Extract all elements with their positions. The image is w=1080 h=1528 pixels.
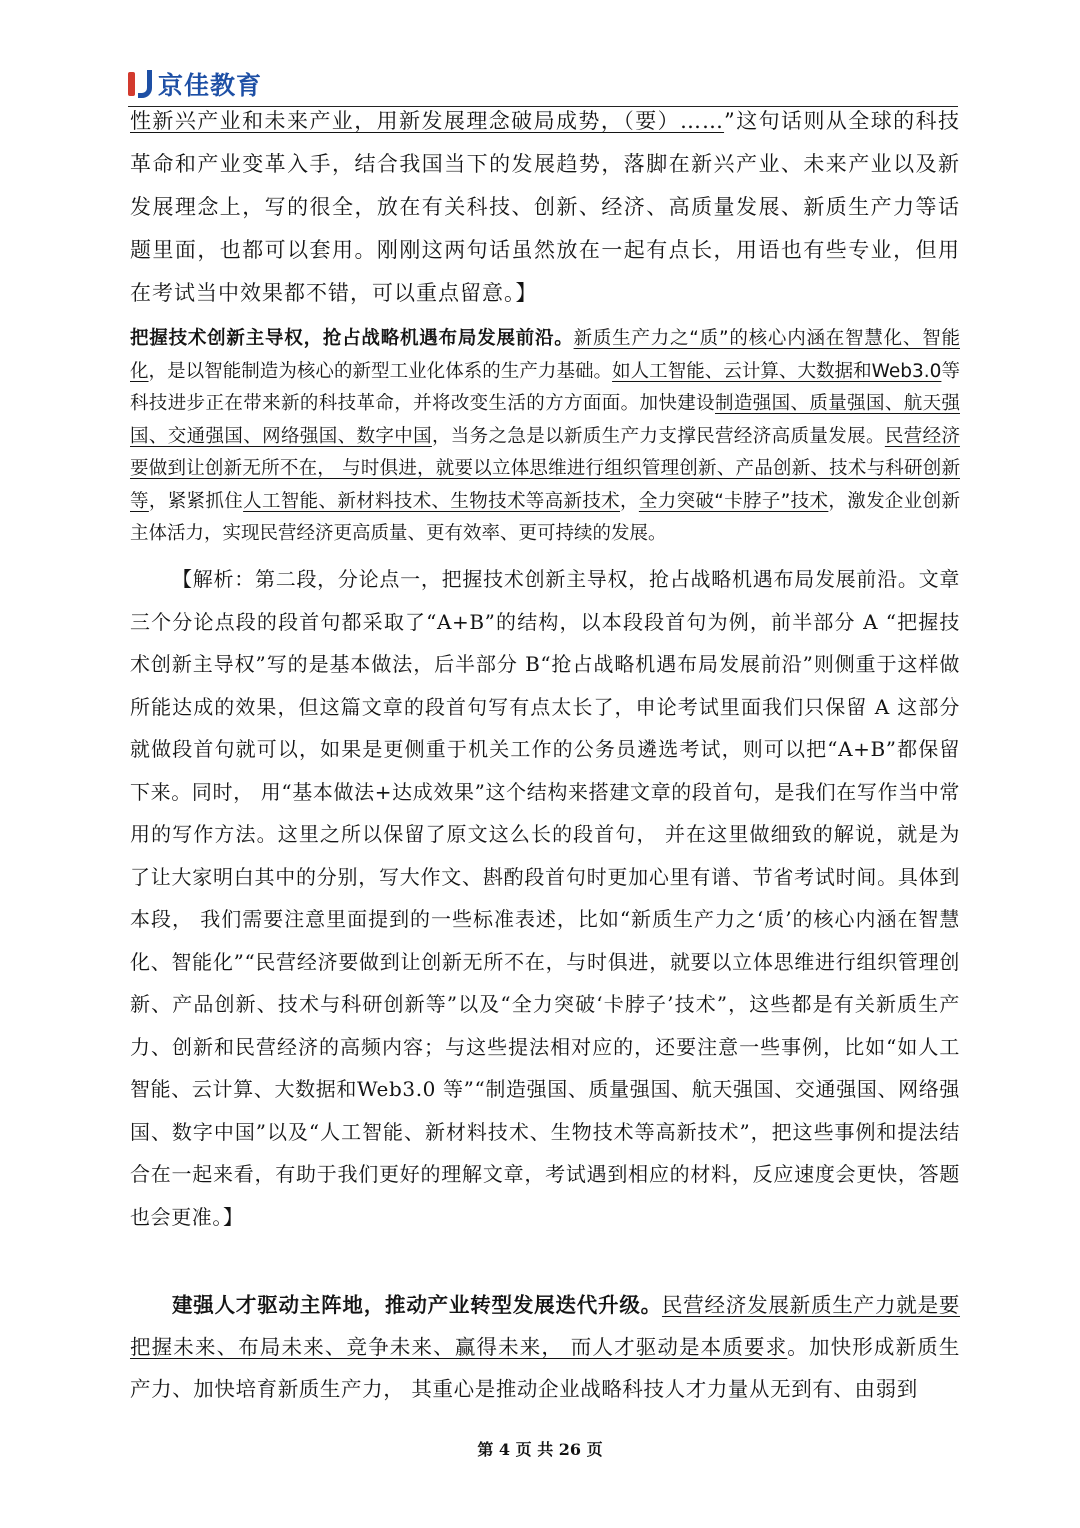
underlined-phrase: 新质生产力之“质”的核心内涵在智慧化、智能化 xyxy=(130,328,960,382)
paragraph-text: ，是以智能制造为核心的新型工业化体系的生产力基础。 xyxy=(148,360,613,382)
paragraph-text: ，当务之急是以新质生产力支撑民营经济高质量发展。 xyxy=(431,425,885,447)
paragraph-analysis-end xyxy=(130,100,960,315)
underlined-phrase: 性新兴产业和未来产业，用新发展理念破局成势，（要）…… xyxy=(130,109,725,133)
paragraph-text: ，紧紧抓住 xyxy=(148,490,244,512)
underlined-phrase: 民营经济要做到让创新无所不在， 与时俱进，就要以立体思维进行组织管理创新、产品创新、技术与科研创新等 xyxy=(130,425,960,512)
paragraph-analysis xyxy=(130,558,960,1238)
brand-logo xyxy=(128,66,262,102)
underlined-phrase: 民营经济发展新质生产力就是要把握未来、布局未来、竞争未来、赢得未来， 而人才驱动是本质要求 xyxy=(130,1293,960,1359)
paragraph-lead-sentence: 建强人才驱动主阵地，推动产业转型发展迭代升级。 xyxy=(172,1293,662,1317)
paragraph-text: ， xyxy=(620,490,639,512)
paragraph-text: ”这句话则从全球的科技革命和产业变革入手，结合我国当下的发展趋势，落脚在新兴产业、未来产业以及新发展理念上，写的很全，放在有关科技、创新、经济、高质量发展、新质生产力等话题里面，也都可以套用。刚刚这两句话虽然放在一起有点长，用语也有些专业，但用在考试当中效果都不错，可以重点留意。】 xyxy=(130,109,960,305)
paragraph-text: ，激发企业创新主体活力，实现民营经济更高质量、更有效率、更可持续的发展。 xyxy=(130,490,960,544)
underlined-phrase: 如人工智能、云计算、大数据和Web3.0 xyxy=(612,360,942,382)
jingjia-logo-icon xyxy=(128,70,154,98)
logo-text: 京佳教育 xyxy=(158,71,263,100)
underlined-phrase: 人工智能、新材料技术、生物技术等高新技术 xyxy=(243,490,621,512)
underlined-phrase: 制造强国、质量强国、航天强国、交通强国、网络强国、数字中国 xyxy=(130,393,960,447)
paragraph-text: 【解析：第二段，分论点一，把握技术创新主导权，抢占战略机遇布局发展前沿。文章三个分论点段的段首句都采取了“A+B”的结构，以本段段首句为例，前半部分 A “把握技术创新主导权”写的是基本做法，后半部分 B“抢占战略机遇布局发展前沿”则侧重于这样做所能达成的效果，但这篇文章的段首句写有点太长了，申论考试里面我们只保留 A 这部分就做段首句就可以，如果是更侧重于机关工作的公务员遴选考试，则可以把“A+B”都保留下来。同时， 用“基本做法+达成效果”这个结构来搭建文章的段首句，是我们在写作当中常用的写作方法。这里之所以保留了原文这么长的段首句， 并在这里做细致的解说，就是为了让大家明白其中的分别，写大作文、斟酌段首句时更加心里有谱、节省考试时间。具体到本段， 我们需要注意里面提到的一些标准表述，比如“新质生产力之‘质’的核心内涵在智慧化、智能化”“民营经济要做到让创新无所不在，与时俱进，就要以立体思维进行组织管理创新、产品创新、技术与科研创新等”以及“全力突破‘卡脖子’技术”，这些都是有关新质生产力、创新和民营经济的高频内容；与这些提法相对应的，还要注意一些事例，比如“如人工智能、云计算、大数据和Web3.0 等”“制造强国、质量强国、航天强国、交通强国、网络强国、数字中国”以及“人工智能、新材料技术、生物技术等高新技术”，把这些事例和提法结合在一起来看，有助于我们更好的理解文章，考试遇到相应的材料，反应速度会更快，答题也会更准。】 xyxy=(130,567,960,1229)
paragraph-article-point-one xyxy=(130,323,960,551)
paragraph-text: 等科技进步正在带来新的科技革命，并将改变生活的方方面面。加快建设 xyxy=(130,360,960,414)
paragraph-article-point-two xyxy=(130,1284,960,1410)
paragraph-text: 。加快形成新质生产力、加快培育新质生产力， 其重心是推动企业战略科技人才力量从无到有、由弱到 xyxy=(130,1335,960,1401)
paragraph-lead-sentence: 把握技术创新主导权，抢占战略机遇布局发展前沿。 xyxy=(130,328,574,349)
underlined-phrase: 全力突破“卡脖子”技术 xyxy=(638,490,829,512)
page-number: 第 4 页 共 26 页 xyxy=(477,1440,603,1459)
